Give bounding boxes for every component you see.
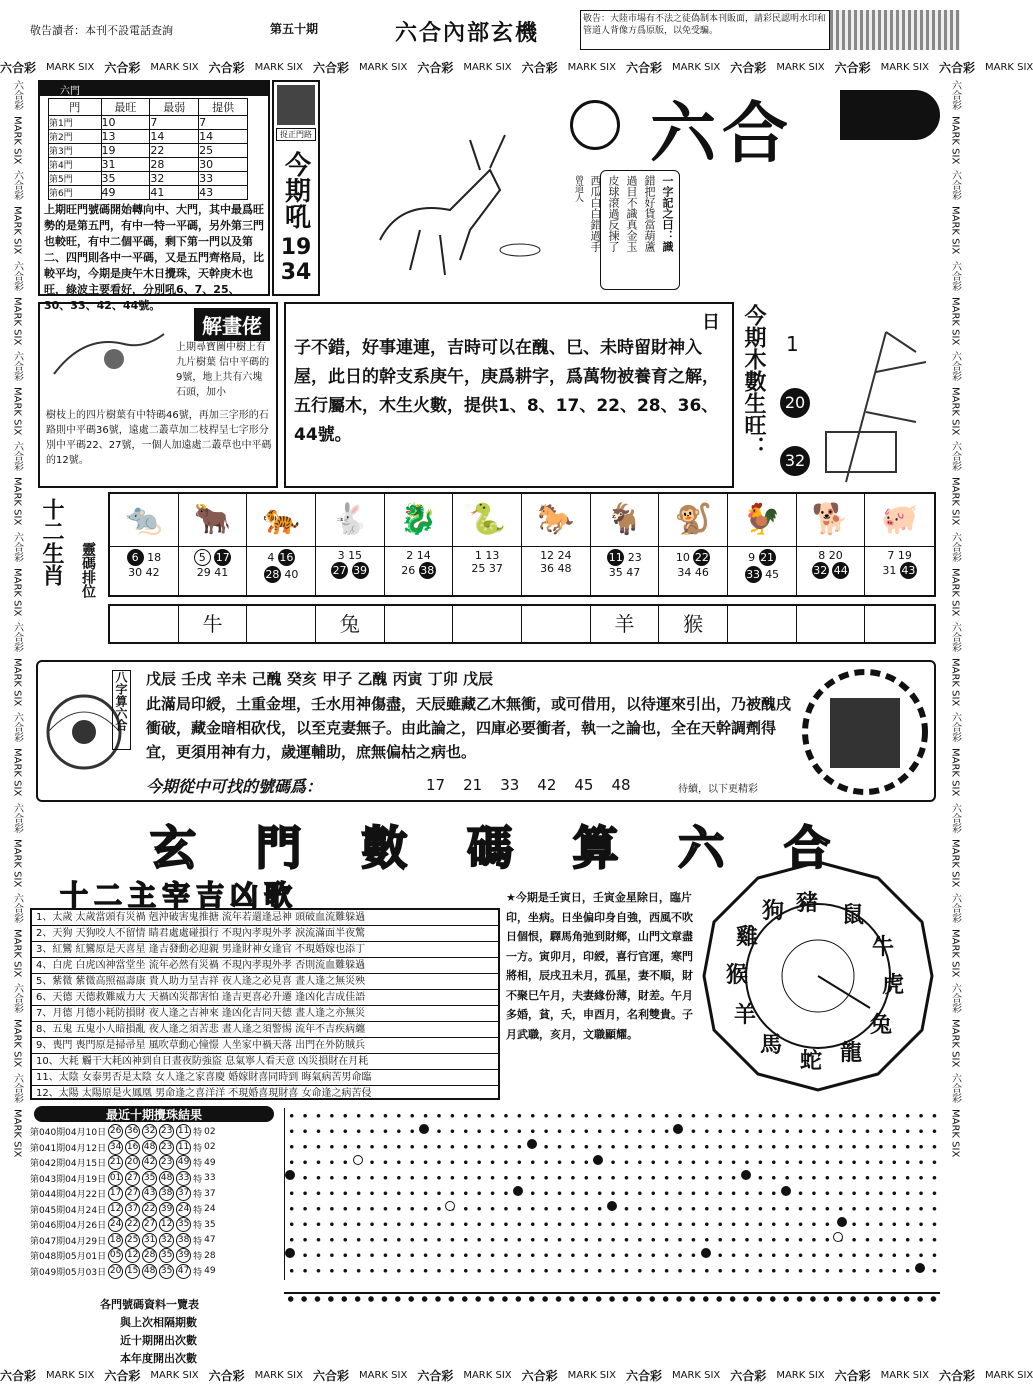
header-bar	[30, 10, 960, 50]
table-row: 6、天德 天德救難威力大 天禍凶災都害怕 逢吉更喜必升遷 逢凶化吉成佳語	[32, 990, 498, 1006]
bazi-panel	[36, 660, 936, 802]
banner-char: 數	[361, 821, 408, 875]
jinqi-hou-panel	[272, 80, 320, 296]
zodiac-cell: 🐖 7 19 31 43	[865, 494, 934, 595]
door-col-header: 門	[49, 99, 102, 116]
door-table-panel	[38, 80, 270, 312]
banner-char: 合	[783, 821, 830, 875]
bazi-find-label: 今期從中可找的號碼爲：	[146, 777, 323, 796]
summary-title: 各門號碼資料一覽表	[100, 1298, 199, 1311]
table-row: 第047期04月29日 18 25 31 32 38 特 47	[30, 1234, 216, 1247]
deer-illustration	[340, 110, 560, 290]
wheel-label: 兔	[870, 1013, 893, 1038]
jiehua-picture	[44, 314, 174, 394]
table-row: 8、五鬼 五鬼小人暗損亂 夜人逢之須苦悲 晝人逢之須警惕 流年不吉疾病纏	[32, 1022, 498, 1038]
table-row: 第045期04月24日 12 37 22 39 24 特 24	[30, 1203, 216, 1216]
table-row: 第044期04月22日 17 27 43 38 37 特 37	[30, 1188, 216, 1201]
jinqi-hou-tag: 捉正門路	[276, 128, 316, 141]
history-rows	[30, 1124, 280, 1279]
bazi-text: 此滿局印綬，土重金埋，壬水用神傷盡，天辰雖藏乙木無衝，或可借用，以待運來引出，乃被醜戌衝破，藏金暗相砍伐，以至克妻無子。由此論之，四庫必要衝者，執一之論也，全在天幹調劑得宜，更須用神有力，歲運輔助，庶無偏枯之病也。	[146, 695, 792, 761]
wheel-label: 豬	[796, 891, 819, 916]
wheel-label: 鼠	[842, 903, 865, 928]
top-logo-strip: 六合彩 MARK SIX 六合彩 MARK SIX 六合彩 MARK SIX 六合彩 MARK SIX 六合彩 MARK SIX 六合彩 MARK SIX 六合彩 MARK SIX 六合彩 MARK SIX 六合彩 MARK SIX 六合彩 MARK SIX	[0, 60, 1033, 75]
wheel-label: 雞	[736, 925, 759, 950]
table-row: 第1門 10 7 7	[49, 116, 248, 130]
table-row: 9、喪門 喪門原是掃帚星 風吹草動心憧憬 人坐家中禍天落 出門在外防賊兵	[32, 1038, 498, 1054]
monkey-icon: 🐒	[674, 502, 712, 537]
wheel-label: 虎	[882, 973, 905, 998]
bamboo-picture	[826, 312, 936, 482]
poem-line: 錯把好貨當葫蘆	[643, 175, 656, 252]
summary-grid	[284, 1292, 940, 1362]
poem-scroll	[573, 170, 680, 290]
table-row: 第043期04月19日 01 27 35 48 33 特 33	[30, 1172, 216, 1185]
mushu-ball: 20	[780, 388, 810, 418]
table-row: 2、天狗 天狗咬人不留情 睛君處處碰損行 不現內孝現外孝 淚流滿面半夜驚	[32, 926, 498, 942]
door-table-title: 六門	[40, 82, 268, 96]
mushu-ball: 32	[780, 446, 810, 476]
coin-icon	[570, 100, 620, 150]
horse-icon: 🐎	[537, 502, 575, 537]
history-panel	[30, 1106, 940, 1365]
table-row: 第2門 13 14 14	[49, 130, 248, 144]
jinqi-hou-label: 今期吼	[280, 151, 311, 229]
brand-title: 六合	[650, 95, 794, 172]
pick-cell	[797, 606, 866, 642]
ox-icon: 🐂	[193, 502, 232, 537]
zodiac-cell: 🐓 9 21 33 45	[728, 494, 797, 595]
pick-cell	[453, 606, 522, 642]
zodiac-cell: 🐂 5 17 29 41	[179, 494, 248, 595]
left-logo-strip: 六合彩 MARK SIX 六合彩 MARK SIX 六合彩 MARK SIX 六合彩 MARK SIX 六合彩 MARK SIX 六合彩 MARK SIX 六合彩 MARK SIX 六合彩 MARK SIX 六合彩 MARK SIX 六合彩 MARK SIX 六合彩 MARK SIX 六合彩 MARK SIX	[11, 80, 23, 1158]
jiehua-panel	[38, 302, 278, 488]
jinqi-hou-number: 34	[280, 260, 312, 285]
rat-icon: 🐀	[125, 502, 163, 537]
brand-logo	[570, 80, 940, 170]
table-row: 4、白虎 白虎凶神當堂坐 流年必然有災禍 不現內孝現外孝 否則流血難躲過	[32, 958, 498, 974]
wheel-label: 羊	[734, 1003, 757, 1028]
table-row: 第6門 49 41 43	[49, 186, 248, 200]
table-row: 1、太歲 太歲當頭有災禍 剋沖破害鬼推搪 流年若還逢忌神 頭破血流難躲過	[32, 910, 498, 926]
bazi-stems: 戊辰 壬戌 辛未 己醜 癸亥 甲子 乙醜 丙寅 丁卯 戊辰	[146, 670, 494, 688]
zodiac-grid	[108, 492, 936, 597]
zodiac-sub-label: 靈碼排位	[80, 542, 96, 598]
dragon-icon: 🐉	[399, 502, 438, 537]
ri-text: 子不錯，好事連連，吉時可以在醜、巳、未時留財神入屋，此日的幹支系庚午，庚爲耕字，爲萬物被養育之解，五行屬木，木生火數，提供1、8、17、22、28、36、44號。	[294, 338, 719, 445]
summary-label: 與上次相隔期數	[120, 1316, 197, 1329]
history-title: 最近十期攪珠結果	[34, 1106, 274, 1122]
goat-icon: 🐐	[605, 502, 644, 537]
table-row: 第046期04月26日 24 22 27 12 35 特 35	[30, 1219, 216, 1232]
table-row: 第4門 31 28 30	[49, 158, 248, 172]
poem-author: 曾道人	[573, 175, 583, 202]
deer-picture	[340, 110, 560, 290]
pick-cell: 兔	[316, 606, 385, 642]
bazi-find-numbers: 17 21 33 42 45 48	[426, 776, 631, 794]
table-row: 3、紅鸞 紅鸞原是天喜星 逢吉發動必迎親 男逢財神女逢官 不現婚嫁也添丁	[32, 942, 498, 958]
snake-icon: 🐍	[468, 502, 506, 537]
tiger-icon: 🐅	[262, 502, 300, 537]
banner-char: 碼	[466, 821, 513, 875]
table-row: 11、太陰 女泰男否是太陰 女人逢之家喜慶 婚嫁財喜同時到 晦氣病苦男命臨	[32, 1070, 498, 1086]
zodiac-panel	[36, 492, 936, 652]
poem-line: 西瓜白白錯過手	[589, 175, 602, 252]
wheel-label: 蛇	[800, 1049, 823, 1074]
table-row: 第040期04月10日 26 36 32 23 11 特 02	[30, 1126, 216, 1139]
rabbit-icon: 🐇	[331, 502, 369, 537]
wheel-label: 猴	[726, 963, 749, 988]
zodiac-cell: 🐉 2 14 26 38	[385, 494, 454, 595]
mushu-number: 1	[786, 332, 799, 356]
table-row: 5、紫微 紫微高照福壽康 貴人助力呈吉祥 夜人逢之必見喜 晝人逢之無災殃	[32, 974, 498, 990]
zodiac-cell: 🐍 1 13 25 37	[453, 494, 522, 595]
wheel-label: 狗	[762, 899, 785, 924]
table-row: 第048期05月01日 05 12 28 35 39 特 28	[30, 1250, 216, 1263]
table-row: 12、太陽 太陽原是火鳳凰 男命逢之喜洋洋 不現婚喜現財喜 女命逢之病苦侵	[36, 1088, 372, 1099]
table-row: 第3門 19 22 25	[49, 144, 248, 158]
gods-table	[30, 908, 500, 1100]
poem-heading: 一字記之曰：識	[661, 175, 674, 252]
door-col-header: 最弱	[150, 99, 199, 116]
pick-cell: 羊	[591, 606, 660, 642]
pick-cell: 牛	[179, 606, 248, 642]
banner-char: 玄	[150, 821, 196, 875]
table-row: 10、大耗 觸干大耗凶神到自日晝夜防強盜 息氣寧人看天意 凶災損財在月耗	[32, 1054, 498, 1070]
poem-line: 過目不識真金玉	[625, 175, 638, 252]
table-row: 第042期04月15日 21 20 42 23 49 特 49	[30, 1157, 216, 1170]
dot-grid	[284, 1108, 940, 1280]
main-title: 六合內部玄機	[395, 21, 540, 46]
summary-label: 近十期開出次數	[120, 1334, 197, 1347]
rooster-icon: 🐓	[743, 502, 781, 537]
door-col-header: 最旺	[101, 99, 150, 116]
wheel-text: ★今期是壬寅日，壬寅金星除日，臨片印，坐病。日坐偏印身自強，西風不吹日個恨，驛馬角弛到財鄉，山門文章盡一方。寅卯月，印綬，喜行官運，寒門將相，辰戌丑未月，孤星，妻不順，財不聚巳午月，夫妻緣份薄，財差。午月多婚，貧，夭，申酉月，名利雙貴。子月武職，亥月，文職顯耀。	[506, 891, 693, 1041]
door-analysis: 上期旺門號碼開始轉向中、大門，其中最爲旺勢的是第五門，有中一特一平碼，另外第三門也較旺，有中二個平碼，剩下第一門以及第二、四門則各中一平碼，又是五門齊格局，比較平均，今期是庚午木日攪珠，天幹庚木也旺，綠波主要看好，分別吼6、7、25、30、33、42、44號。	[44, 203, 264, 312]
table-row: 第5門 35 32 33	[49, 172, 248, 186]
zodiac-cell: 🐒 10 22 34 46	[659, 494, 728, 595]
jinqi-hou-number: 19	[280, 235, 312, 260]
dog-icon: 🐕	[811, 502, 850, 537]
compass-icon	[800, 666, 930, 798]
pick-cell	[110, 606, 179, 642]
zodiac-cell: 🐕 8 20 32 44	[797, 494, 866, 595]
pick-cell	[385, 606, 454, 642]
zodiac-cell: 🐅 4 16 28 40	[247, 494, 316, 595]
mushu-label: 今期木數生旺：	[741, 304, 766, 458]
ri-panel	[284, 302, 734, 488]
table-row: 第041期04月12日 34 16 48 23 11 特 02	[30, 1141, 216, 1154]
issue-number: 第五十期	[270, 22, 319, 36]
banner-subtitle: 十二主宰吉凶歌	[60, 879, 299, 912]
zodiac-cell: 🐀 6 18 30 42	[110, 494, 179, 595]
right-logo-strip: 六合彩 MARK SIX 六合彩 MARK SIX 六合彩 MARK SIX 六合彩 MARK SIX 六合彩 MARK SIX 六合彩 MARK SIX 六合彩 MARK SIX 六合彩 MARK SIX 六合彩 MARK SIX 六合彩 MARK SIX 六合彩 MARK SIX 六合彩 MARK SIX	[949, 80, 961, 1158]
zodiac-wheel	[700, 858, 936, 1094]
bazi-tail: 待續，以下更精彩	[678, 784, 758, 795]
door-table	[48, 98, 248, 200]
notice-left: 敬告讀者：本刊不設電話查詢	[30, 24, 173, 37]
top-right-banner	[830, 10, 960, 50]
jiehua-text-1: 上期尋寶圖中樹上有九片樹葉 信中平碼的9號，地上共有六塊石頭，加小	[176, 342, 270, 398]
banner-char: 門	[255, 821, 302, 875]
notice-right: 敬告：大陸市場有不法之徒偽制本刊販面，請彩民認明水印和管道人背像方爲原版，以免受騙。	[580, 10, 830, 50]
banner-char: 算	[572, 821, 619, 875]
banner-char: 六	[678, 821, 725, 875]
zodiac-side-label: 十二生肖	[39, 498, 64, 586]
pick-cell	[522, 606, 591, 642]
bazi-side-label: 八字算六合	[112, 670, 131, 750]
fish-icon	[277, 85, 315, 125]
wheel-label: 龍	[840, 1041, 863, 1066]
poem-line: 皮球滾過反揀了	[607, 175, 620, 252]
door-col-header: 提供	[199, 99, 248, 116]
mushu-panel	[736, 302, 946, 488]
pick-cell	[247, 606, 316, 642]
table-row: 7、月德 月德小耗防損財 夜人逢之吉神來 逢凶化吉同天德 晝人逢之亦無災	[32, 1006, 498, 1022]
summary-label: 本年度開出次數	[120, 1352, 197, 1365]
bottom-logo-strip: 六合彩 MARK SIX 六合彩 MARK SIX 六合彩 MARK SIX 六合彩 MARK SIX 六合彩 MARK SIX 六合彩 MARK SIX 六合彩 MARK SIX 六合彩 MARK SIX 六合彩 MARK SIX 六合彩 MARK SIX	[0, 1368, 1033, 1383]
ri-marker: 日	[702, 312, 720, 333]
wheel-label: 馬	[760, 1033, 783, 1058]
jiehua-title: 解畫佬	[194, 308, 270, 341]
zodiac-cell: 🐐 11 23 35 47	[591, 494, 660, 595]
zodiac-pick-row	[108, 604, 936, 644]
zodiac-cell: 🐇 3 15 27 39	[316, 494, 385, 595]
pick-cell	[728, 606, 797, 642]
jiehua-text-2: 樹枝上的四片樹葉有中特碼46號，再加三字形的石路則中平碼36號，遠處二叢草加二枝桿呈七字形分別中平碼22、27號，一個人加遠處二叢草也中平碼的12號。	[46, 410, 272, 466]
wheel-label: 牛	[872, 935, 895, 960]
pig-icon: 🐖	[880, 502, 919, 537]
table-row: 第049期05月03日 20 15 48 35 47 特 49	[30, 1265, 216, 1278]
pick-cell	[865, 606, 934, 642]
pick-cell: 猴	[659, 606, 728, 642]
zodiac-cell: 🐎 12 24 36 48	[522, 494, 591, 595]
